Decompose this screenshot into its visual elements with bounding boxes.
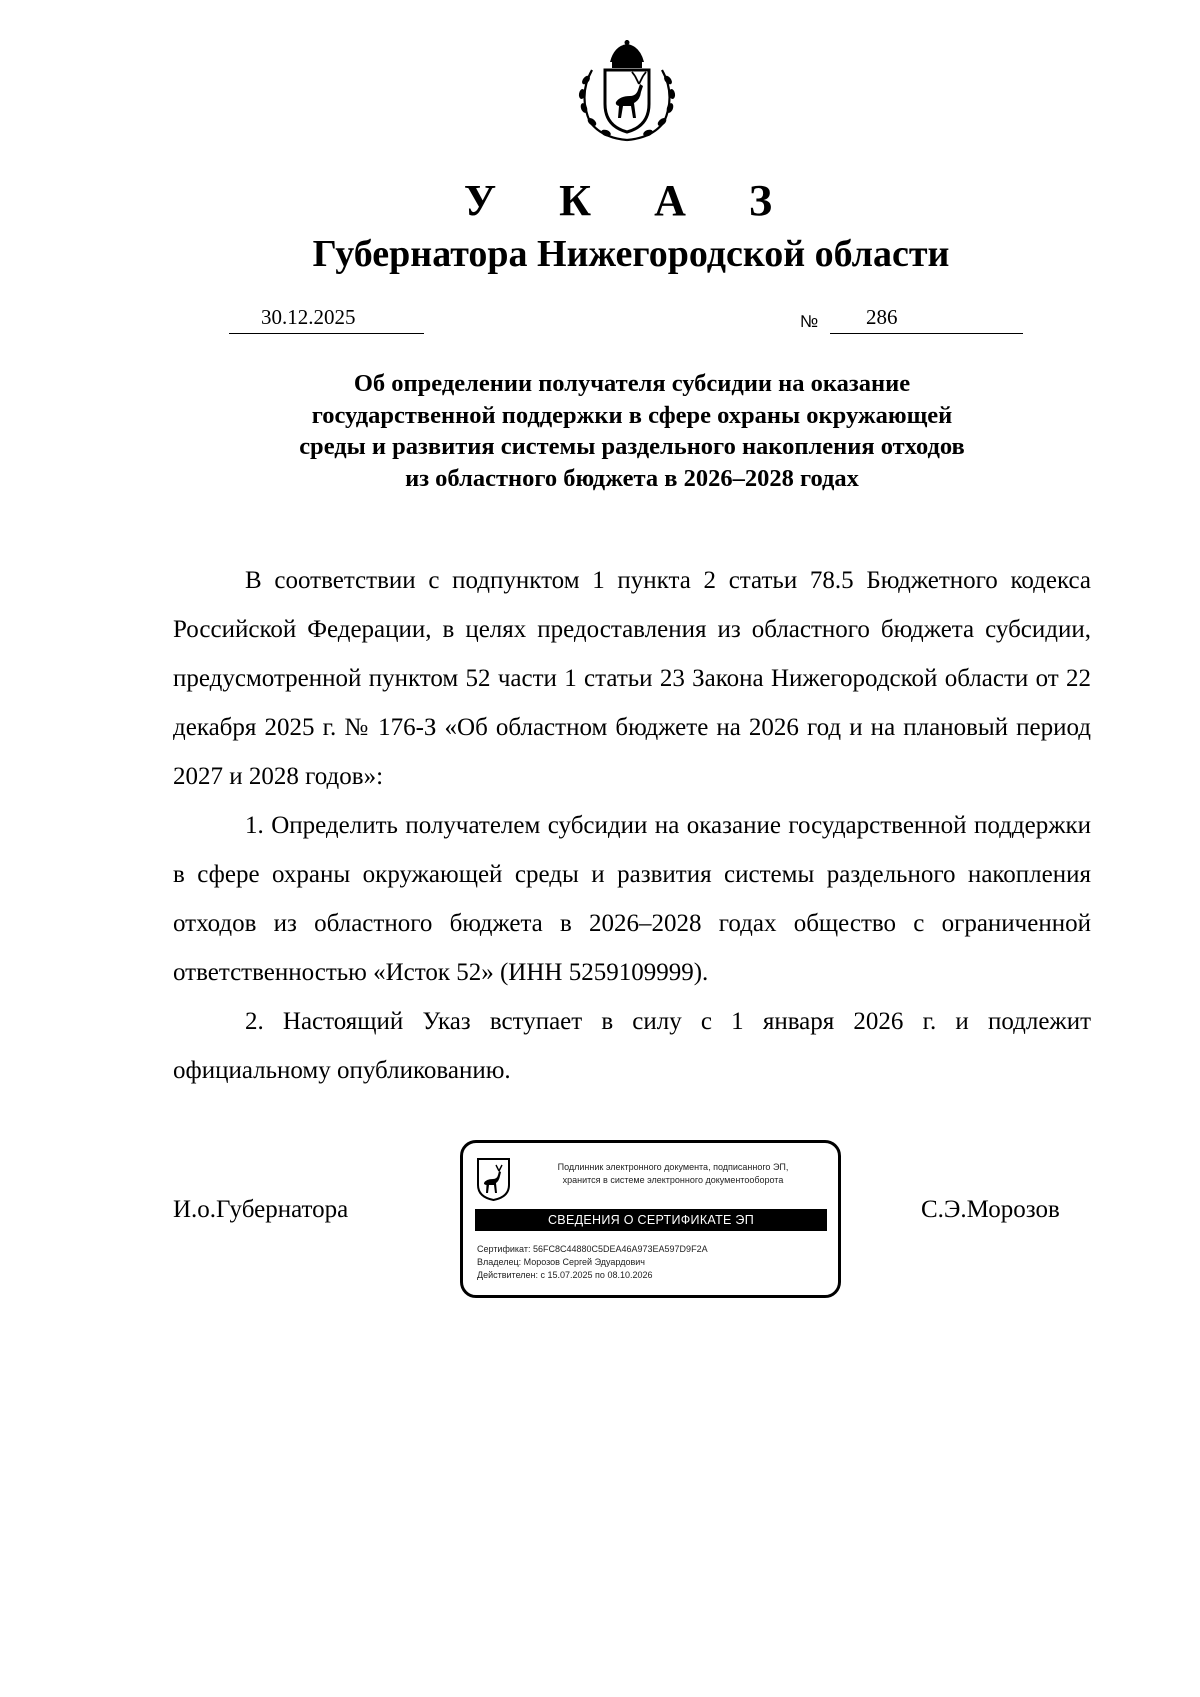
stamp-note-line: хранится в системе электронного документооборота <box>562 1175 784 1185</box>
stamp-certificate-id: Сертификат: 56FC8C44880C5DEA46A973EA597D9F2A <box>477 1244 708 1254</box>
subject-line: из областного бюджета в 2026–2028 годах <box>405 464 859 492</box>
subject-line: среды и развития системы раздельного накопления отходов <box>299 433 965 460</box>
decree-date: 30.12.2025 <box>261 305 356 329</box>
subject-line: Об определении получателя субсидии на оказание <box>353 370 911 397</box>
signatory-name: С.Э.Морозов <box>921 1196 1060 1223</box>
body-paragraph: В соответствии с подпунктом 1 пункта 2 статьи 78.5 Бюджетного кодекса Российской Федерации, в целях предоставления из областного бюджета субсидии, предусмотренной пунктом 52 части 1 статьи 23 Закона Нижегородской области от 22 декабря 2025 г. № 176-З «Об областном бюджете на 2026 год и на плановый период 2027 и 2028 годов»: <box>173 567 1091 790</box>
decree-subject <box>200 368 1064 494</box>
electronic-signature-stamp <box>460 1140 841 1298</box>
subject-line: государственной поддержки в сфере охраны окружающей <box>311 401 953 429</box>
stamp-owner: Владелец: Морозов Сергей Эдуардович <box>477 1257 645 1267</box>
decree-body <box>173 556 1091 1095</box>
stamp-certificate-details <box>477 1243 827 1282</box>
stamp-note-line: Подлинник электронного документа, подписанного ЭП, <box>557 1162 789 1172</box>
number-sign: № <box>800 312 819 331</box>
stamp-note <box>523 1161 823 1187</box>
body-paragraph: 1. Определить получателем субсидии на оказание государственной поддержки в сфере охраны окружающей среды и развития системы раздельного накопления отходов из областного бюджета в 2026–2028 годах общество с ограниченной ответственностью «Исток 52» (ИНН 5259109999). <box>173 812 1091 986</box>
stamp-certificate-header: СВЕДЕНИЯ О СЕРТИФИКАТЕ ЭП <box>475 1209 827 1231</box>
stamp-validity: Действителен: с 15.07.2025 по 08.10.2026 <box>477 1270 653 1280</box>
decree-number: 286 <box>866 305 898 329</box>
signatory-role: И.о.Губернатора <box>173 1196 349 1223</box>
decree-date-field <box>229 305 424 334</box>
decree-title: У К А З <box>463 176 799 225</box>
decree-number-field <box>830 305 1023 334</box>
coat-of-arms-icon <box>572 40 682 145</box>
deer-emblem-icon <box>476 1157 511 1201</box>
body-paragraph: 2. Настоящий Указ вступает в силу с 1 января 2026 г. и подлежит официальному опубликованию. <box>173 1008 1091 1084</box>
decree-issuer: Губернатора Нижегородской области <box>312 233 950 275</box>
